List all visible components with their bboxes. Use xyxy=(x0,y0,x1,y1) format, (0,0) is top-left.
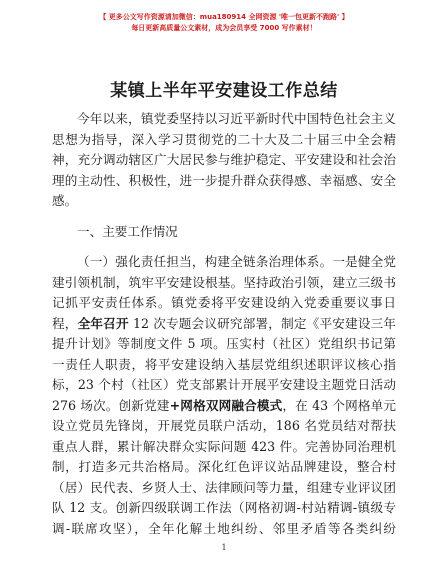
page-number: 1 xyxy=(221,543,227,552)
paragraph-2-line xyxy=(52,396,396,417)
paragraph-1-line: 感。 xyxy=(52,193,78,208)
paragraph-2-line: 制，打造多元共治格局。深化红色评议站品牌建设，整合村 xyxy=(52,459,396,474)
text-fragment: ，在 43 个网格单元 xyxy=(282,397,396,413)
paragraph-2-line: 一责任人职责，将平安建设纳入基层党组织述职评议核心指 xyxy=(52,356,396,372)
promo-banner-line-2: 每日更新高质量公文素材，成为会员享受 7000 写作素材！ xyxy=(131,24,317,32)
paragraph-2-line: 提升计划》等制度文件 5 项。压实村（社区）党组织书记第 xyxy=(52,336,396,351)
paragraph-2-line: 队 12 支。创新四级联调工作法（网格初调-村站精调-镇级专 xyxy=(52,500,396,515)
paragraph-2-line: 记抓平安责任体系。镇党委将平安建设纳入党委重要议事日 xyxy=(52,295,396,310)
text-fragment: 程， xyxy=(52,315,78,331)
paragraph-2-line: 重点人群，累计解决群众实际问题 423 件。完善协同治理机 xyxy=(52,438,396,454)
paragraph-1-line: 理的主动性、积极性，进一步提升群众获得感、幸福感、安全 xyxy=(52,172,396,188)
document-body xyxy=(52,109,396,539)
paragraph-1-line: 今年以来，镇党委坚持以习近平新时代中国特色社会主义 xyxy=(77,111,396,126)
paragraph-2-line xyxy=(52,314,396,335)
paragraph-2-line: 建引领机制，筑牢平安建设根基。坚持政治引领，建立三级书 xyxy=(52,274,396,290)
text-fragment: 276 场次。创新党建 xyxy=(52,397,170,413)
paragraph-2-line: （一）强化责任担当，构建全链条治理体系。一是健全党 xyxy=(77,254,396,269)
paragraph-2-line: （居）民代表、乡贤人士、法律顾问等力量，组建专业评议团 xyxy=(52,479,396,495)
paragraph-2-line: 调-联席攻坚），全年化解土地纠纷、邻里矛盾等各类纠纷 xyxy=(52,520,396,536)
paragraph-1-line: 思想为指导，深入学习贯彻党的二十大及二十届三中全会精 xyxy=(52,131,396,147)
text-fragment: 12 次专题会议研究部署，制定《平安建设三年 xyxy=(128,315,397,331)
paragraph-2-line: 标，23 个村（社区）党支部累计开展平安建设主题党日活动 xyxy=(52,377,396,392)
promo-banner-line-1: 【 更多公文写作资源请加微信：mua180914 全网资源 '唯一包更新不跑路' 】 xyxy=(99,13,349,21)
section-heading: 一、主要工作情况 xyxy=(77,223,178,239)
document-title: 某镇上半年平安建设工作总结 xyxy=(110,81,338,101)
bold-phrase: 全年召开 xyxy=(77,315,129,331)
paragraph-2-line: 设立党员先锋岗，开展党员联户活动，186 名党员结对帮扶 xyxy=(52,418,396,433)
paragraph-1-line: 神，充分调动辖区广大居民参与维护稳定、平安建设和社会治 xyxy=(52,152,396,167)
bold-phrase: +网格双网融合模式 xyxy=(169,397,283,413)
